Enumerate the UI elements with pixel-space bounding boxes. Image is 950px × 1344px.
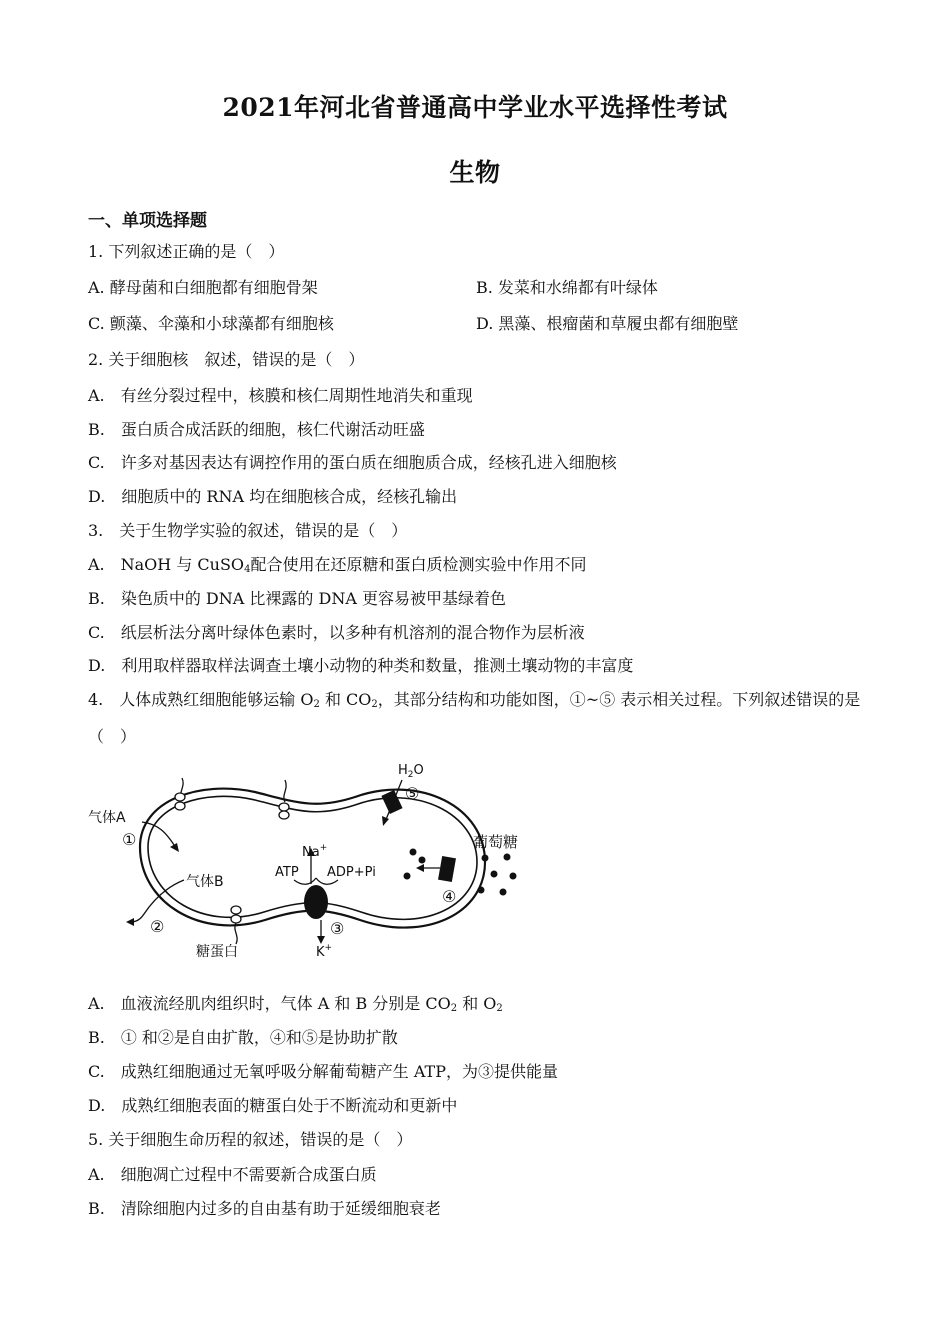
q1-option-b: B. 发菜和水绵都有叶绿体 [476,278,658,297]
q5-option-a: A. 细胞凋亡过程中不需要新合成蛋白质 [88,1165,377,1184]
adp-label: ADP+Pi [327,865,376,880]
potassium-label: K+ [316,943,333,960]
q3-option-a: A. NaOH 与 CuSO$_4$配合使用在还原糖和蛋白质检测实验中作用不同 [88,555,587,575]
q1-stem: 1. 下列叙述正确的是（ ） [88,242,285,261]
sodium-label: Na+ [302,843,328,860]
process-4-label: ④ [442,887,457,906]
process-1-label: ① [122,830,137,849]
atp-label: ATP [275,865,299,880]
water-label: $H_2O$ [398,763,424,780]
exam-title: 2021年河北省普通高中学业水平选择性考试 [222,93,728,122]
q4-option-c: C. 成熟红细胞通过无氧呼吸分解葡萄糖产生 ATP，为③提供能量 [88,1062,558,1081]
q1-option-d: D. 黑藻、根瘤菌和草履虫都有细胞壁 [476,314,739,333]
glucose-label: 葡萄糖 [473,833,519,851]
process-2-label: ② [150,917,165,936]
q2-stem: 2. 关于细胞核 叙述，错误的是（ ） [88,350,365,369]
q4-option-a: A. 血液流经肌肉组织时，气体 A 和 B 分别是 $CO_2$ 和 $O_2$ [88,994,503,1014]
section-heading: 一、单项选择题 [88,211,207,231]
process-5-label: ⑤ [405,784,420,803]
q5-stem: 5. 关于细胞生命历程的叙述，错误的是（ ） [88,1130,413,1149]
q4-stem-continued: （ ） [88,727,137,746]
sodium-potassium-pump [304,885,328,919]
q3-option-b: B. 染色质中的 DNA 比裸露的 DNA 更容易被甲基绿着色 [88,589,506,608]
q2-option-d: D. 细胞质中的 RNA 均在细胞核合成，经核孔输出 [88,487,458,506]
q5-option-b: B. 清除细胞内过多的自由基有助于延缓细胞衰老 [88,1199,441,1218]
subject-title: 生物 [449,158,501,187]
q2-option-b: B. 蛋白质合成活跃的细胞，核仁代谢活动旺盛 [88,420,425,439]
q4-option-b: B. ① 和②是自由扩散，④和⑤是协助扩散 [88,1028,398,1047]
gas-b-label: 气体B [186,874,224,890]
glycoprotein-label: 糖蛋白 [196,944,238,960]
q4-stem: 4. 人体成熟红细胞能够运输 $O_2$ 和 $CO_2$，其部分结构和功能如图，①~⑤ 表示相关过程。下列叙述错误的是 [88,690,861,710]
cell-membrane-figure [80,752,540,962]
q2-option-a: A. 有丝分裂过程中，核膜和核仁周期性地消失和重现 [88,386,473,405]
q3-stem: 3. 关于生物学实验的叙述，错误的是（ ） [88,521,408,540]
process-3-label: ③ [330,919,345,938]
red-blood-cell-diagram [80,752,540,966]
water-channel-protein [381,790,402,814]
glycoprotein-top-left [175,778,185,810]
glucose-carrier-protein [438,856,456,882]
q3-option-d: D. 利用取样器取样法调查土壤小动物的种类和数量，推测土壤动物的丰富度 [88,656,634,675]
gas-a-label: 气体A [88,810,126,826]
q4-option-d: D. 成熟红细胞表面的糖蛋白处于不断流动和更新中 [88,1096,458,1115]
q1-option-a: A. 酵母菌和白细胞都有细胞骨架 [88,278,318,297]
q2-option-c: C. 许多对基因表达有调控作用的蛋白质在细胞质合成，经核孔进入细胞核 [88,453,617,472]
glucose-molecules-inside [404,849,426,880]
q3-option-c: C. 纸层析法分离叶绿体色素时，以多种有机溶剂的混合物作为层析液 [88,623,585,642]
q1-option-c: C. 颤藻、伞藻和小球藻都有细胞核 [88,314,334,333]
